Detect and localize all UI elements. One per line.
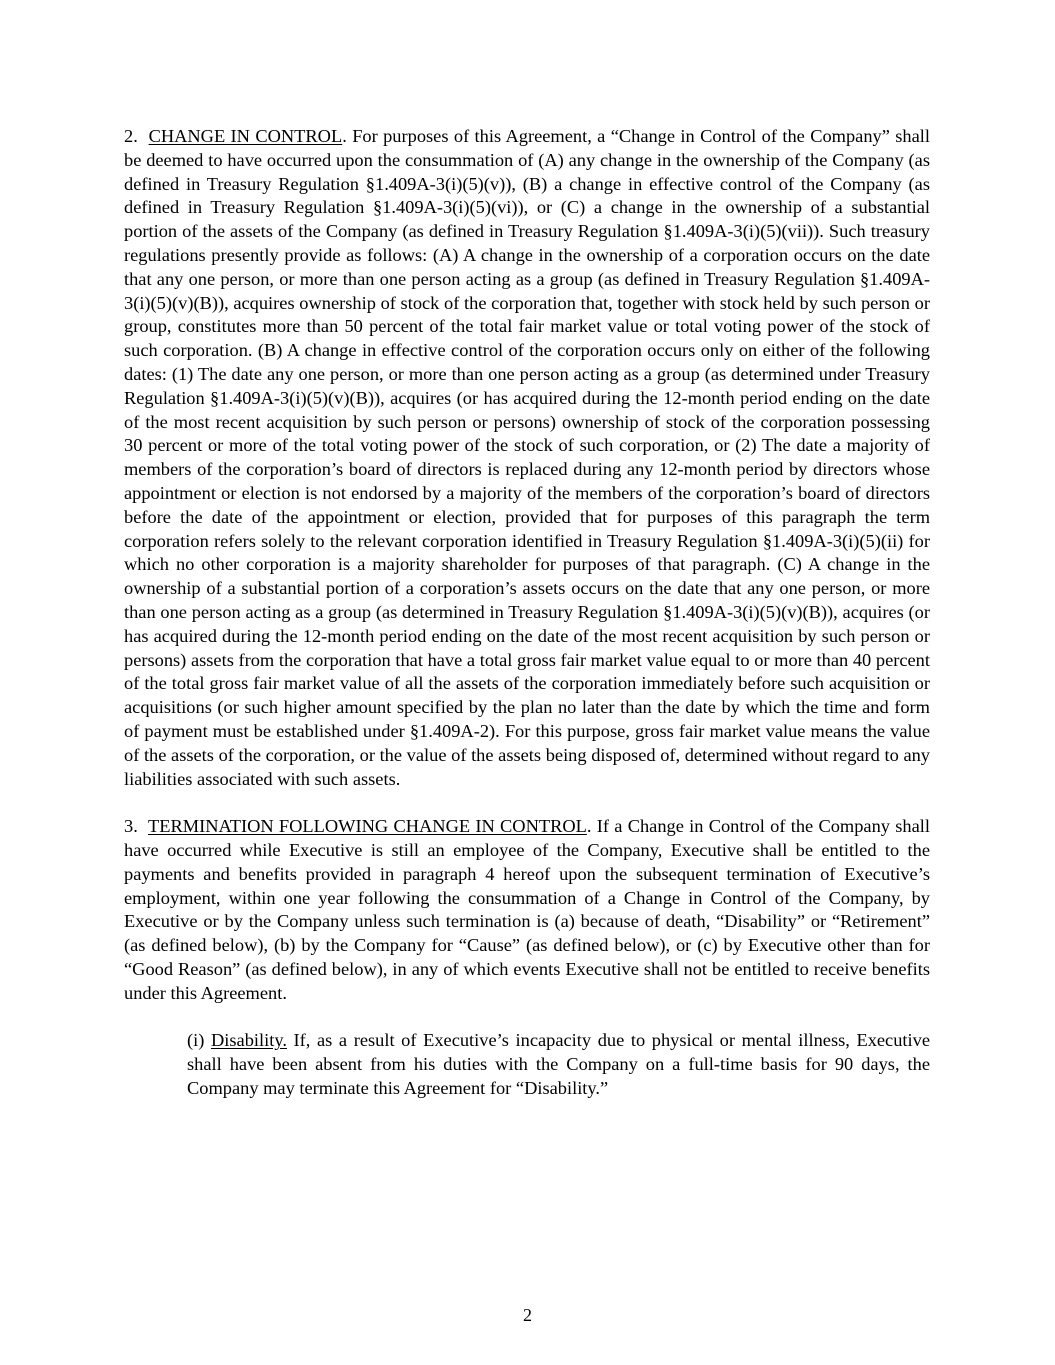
section-3i-number: (i) (187, 1030, 205, 1051)
section-3-paragraph (124, 815, 930, 1005)
section-2-heading-punct: . (342, 126, 347, 146)
section-3-body: If a Change in Control of the Company shall have occurred while Executive is still an employee of the Company, Executive shall be entitled to the payments and benefits provided in paragraph 4 hereof upon the subsequent termination of Executive’s employment, within one year following the consummation of a Change in Control of the Company, by Executive or by the Company unless such termination is (a) because of death, “Disability” or “Retirement” (as defined below), (b) by the Company for “Cause” (as defined below), or (c) by Executive other than for “Good Reason” (as defined below), in any of which events Executive shall not be entitled to receive benefits under this Agreement. (124, 816, 930, 1003)
section-2-paragraph (124, 125, 930, 791)
section-3i-heading: Disability. (210, 1030, 287, 1051)
section-3-number: 3. (124, 816, 138, 837)
page-number: 2 (523, 1305, 532, 1325)
section-3-heading-punct: . (586, 816, 592, 837)
section-3i-body: If, as a result of Executive’s incapacity due to physical or mental illness, Executive shall have been absent from his duties with the Company on a full-time basis for 90 days, the Company may terminate this Agreement for “Disability.” (187, 1030, 930, 1098)
section-3-heading: TERMINATION FOLLOWING CHANGE IN CONTROL (148, 816, 587, 837)
document-body (124, 125, 930, 1124)
section-3i-paragraph (187, 1029, 930, 1100)
section-2-body: For purposes of this Agreement, a “Change in Control of the Company” shall be deemed to have occurred upon the consummation of (A) any change in the ownership of the Company (as defined in Treasury Regulation §1.409A-3(i)(5)(v)), (B) a change in effective control of the Company (as defined in Treasury Regulation §1.409A-3(i)(5)(vi)), or (C) a change in the ownership of a substantial portion of the assets of the Company (as defined in Treasury Regulation §1.409A-3(i)(5)(vii)). Such treasury regulations presently provide as follows: (A) A change in the ownership of a corporation occurs on the date that any one person, or more than one person acting as a group (as defined in Treasury Regulation §1.409A-3(i)(5)(v)(B)), acquires ownership of stock of the corporation that, together with stock held by such person or group, constitutes more than 50 percent of the total fair market value or total voting power of the stock of such corporation. (B) A change in effective control of the corporation occurs only on either of the following dates: (1) The date any one person, or more than one person acting as a group (as determined under Treasury Regulation §1.409A-3(i)(5)(v)(B)), acquires (or has acquired during the 12-month period ending on the date of the most recent acquisition by such person or persons) ownership of stock of the corporation possessing 30 percent or more of the total voting power of the stock of such corporation, or (2) The date a majority of members of the corporation’s board of directors is replaced during any 12-month period by directors whose appointment or election is not endorsed by a majority of the members of the corporation’s board of directors before the date of the appointment or election, provided that for purposes of this paragraph the term corporation refers solely to the relevant corporation identified in Treasury Regulation §1.409A-3(i)(5)(ii) for which no other corporation is a majority shareholder for purposes of that paragraph. (C) A change in the ownership of a substantial portion of a corporation’s assets occurs on the date that any one person, or more than one person acting as a group (as determined in Treasury Regulation §1.409A-3(i)(5)(v)(B)), acquires (or has acquired during the 12-month period ending on the date of the most recent acquisition by such person or persons) assets from the corporation that have a total gross fair market value equal to or more than 40 percent of the total gross fair market value of all the assets of the corporation immediately before such acquisition or acquisitions (or such higher amount specified by the plan no later than the date by which the time and form of payment must be established under §1.409A-2). For this purpose, gross fair market value means the value of the assets of the corporation, or the value of the assets being disposed of, determined without regard to any liabilities associated with such assets. (124, 126, 930, 789)
section-2-number: 2. (124, 126, 138, 146)
section-2-heading: CHANGE IN CONTROL (148, 126, 343, 146)
